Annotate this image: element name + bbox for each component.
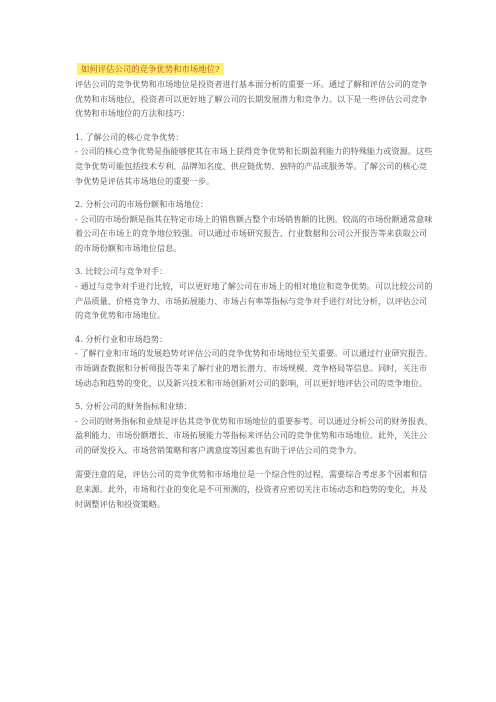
document-page — [75, 57, 435, 511]
section-heading: 1. 了解公司的核心竞争优势： — [75, 131, 184, 142]
section-body: - 公司的财务指标和业绩是评估其竞争优势和市场地位的重要参考。可以通过分析公司的财务报表、盈利能力、市场份额增长、市场拓展能力等指标来评估公司的竞争优势和市场地位。此外，关注公司的研发投入、市场营销策略和客户满意度等因素也有助于评估公司的竞争力。 — [75, 415, 433, 455]
intro-paragraph: 评估公司的竞争优势和市场地位是投资者进行基本面分析的重要一环。通过了解和评估公司的竞争优势和市场地位，投资者可以更好地了解公司的长期发展潜力和竞争力。以下是一些评估公司竞争优势和市场地位的方法和技巧： — [75, 79, 428, 119]
section-heading: 2. 分析公司的市场份额和市场地位： — [75, 198, 209, 209]
section-body: - 公司的市场份额是指其在特定市场上的销售额占整个市场销售额的比例。较高的市场份额通常意味着公司在市场上的竞争地位较强。可以通过市场研究报告、行业数据和公司公开报告等来获取公司的市场份额和市场地位信息。 — [75, 213, 433, 254]
closing-paragraph: 需要注意的是，评估公司的竞争优势和市场地位是一个综合性的过程，需要综合考虑多个因素和信息来源。此外，市场和行业的变化是不可预测的，投资者应密切关注市场动态和趋势的变化，并及时调整评估和投资策略。 — [75, 469, 428, 509]
document-title: 如何评估公司的竞争优势和市场地位? — [77, 63, 224, 75]
section-heading: 5. 分析公司的财务指标和业绩： — [75, 400, 192, 411]
section-body: - 通过与竞争对手进行比较，可以更好地了解公司在市场上的相对地位和竞争优势。可以比较公司的产品质量、价格竞争力、市场拓展能力、市场占有率等指标与竞争对手进行对比分析，以评估公司的竞争优势和市场地位。 — [75, 280, 433, 321]
section-body: - 公司的核心竞争优势是指能够使其在市场上获得竞争优势和长期盈利能力的特殊能力或资源。这些竞争优势可能包括技术专利、品牌知名度、供应链优势、独特的产品或服务等。了解公司的核心竞争优势是评估其市场地位的重要一步。 — [75, 146, 433, 186]
section-heading: 3. 比较公司与竞争对手： — [75, 266, 168, 277]
section-heading: 4. 分析行业和市场趋势： — [75, 333, 168, 344]
section-body: - 了解行业和市场的发展趋势对评估公司的竞争优势和市场地位至关重要。可以通过行业研究报告、市场调查数据和分析师报告等来了解行业的增长潜力、市场规模、竞争格局等信息。同时，关注市场动态和趋势的变化，以及新兴技术和市场创新对公司的影响，可以更好地评估公司的竞争地位。 — [75, 348, 433, 388]
